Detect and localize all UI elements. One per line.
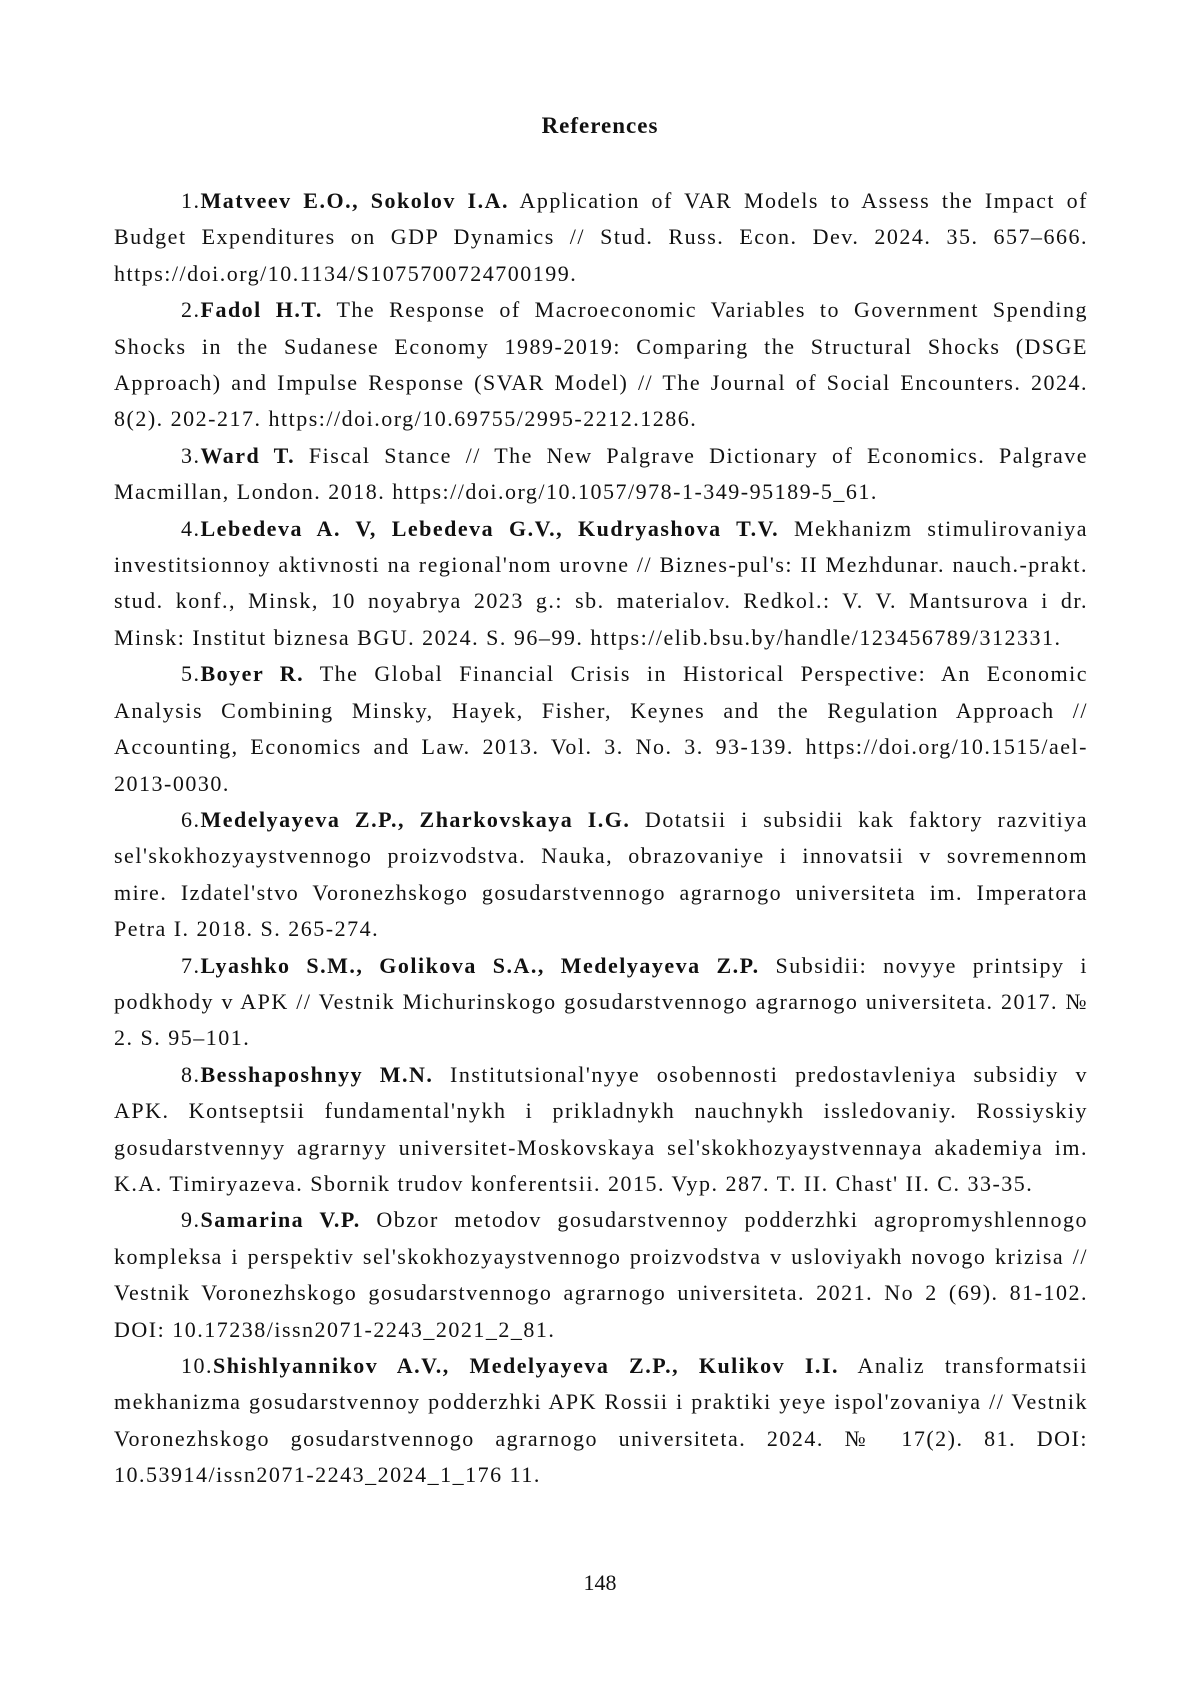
reference-number: 4.	[181, 515, 201, 541]
reference-number: 10.	[181, 1353, 213, 1378]
reference-authors: Samarina V.P.	[200, 1207, 361, 1233]
reference-text: Dotatsii i subsidii kak faktory razvitiya sel'skokhozyaystvennogo proizvodstva. Nauka, obrazovaniye i innovatsii v sovremennom mire. Izdatel'stvo Voronezhskogo gosudarstvennogo agrarnogo universiteta im. Imperatora Petra I. 2018. S. 265-274.	[114, 806, 1088, 942]
reference-item-10	[114, 1348, 1088, 1494]
reference-item-1	[114, 183, 1088, 292]
reference-number: 8.	[181, 1061, 201, 1087]
reference-item-8	[114, 1057, 1088, 1203]
reference-authors: Medelyayeva Z.P., Zharkovskaya I.G.	[200, 806, 631, 832]
reference-text: The Global Financial Crisis in Historical Perspective: An Economic Analysis Combining Minsky, Hayek, Fisher, Keynes and the Regulation Approach // Accounting, Economics and Law. 2013. Vol. 3. No. 3. 93-139. https://doi.org/10.1515/ael-2013-0030.	[114, 661, 1088, 796]
reference-number: 5.	[181, 661, 201, 687]
reference-number: 9.	[181, 1207, 201, 1233]
reference-authors: Matveev E.O., Sokolov I.A.	[200, 188, 510, 213]
reference-number: 7.	[181, 952, 201, 978]
reference-text: Mekhanizm stimulirovaniya investitsionnoy aktivnosti na regional'nom urovne // Biznes-pul's: II Mezhdunar. nauch.-prakt. stud. konf., Minsk, 10 noyabrya 2023 g.: sb. materialov. Redkol.: V. V. Mantsurova i dr. Minsk: Institut biznesa BGU. 2024. S. 96–99. https://elib.bsu.by/handle/123456789/312331.	[114, 515, 1088, 650]
reference-item-7	[114, 948, 1088, 1057]
reference-text: Institutsional'nyye osobennosti predostavleniya subsidiy v APK. Kontseptsii fundamental'nykh i prikladnykh nauchnykh issledovaniy. Rossiyskiy gosudarstvennyy agrarnyy universitet-Moskovskaya sel'skokhozyaystvennaya akademiya im. K.A. Timiryazeva. Sbornik trudov konferentsii. 2015. Vyp. 287. T. II. Chast' II. C. 33-35.	[114, 1061, 1089, 1196]
reference-list	[114, 183, 1088, 1494]
reference-item-2	[114, 292, 1088, 438]
reference-text: Fiscal Stance // The New Palgrave Dictionary of Economics. Palgrave Macmillan, London. 2018. https://doi.org/10.1057/978-1-349-95189-5_61.	[114, 442, 1089, 505]
reference-item-9	[114, 1202, 1088, 1348]
reference-item-3	[114, 438, 1088, 511]
reference-authors: Fadol H.T.	[200, 297, 323, 323]
reference-item-6	[114, 802, 1088, 948]
reference-text: The Response of Macroeconomic Variables to Government Spending Shocks in the Sudanese Economy 1989-2019: Comparing the Structural Shocks (DSGE Approach) and Impulse Response (SVAR Model) // The Journal of Social Encounters. 2024. 8(2). 202-217. https://doi.org/10.69755/2995-2212.1286.	[114, 297, 1088, 432]
reference-authors: Boyer R.	[200, 661, 305, 687]
reference-authors: Ward T.	[200, 442, 296, 468]
reference-authors: Shishlyannikov A.V., Medelyayeva Z.P., Kulikov I.I.	[213, 1353, 839, 1378]
reference-text: Application of VAR Models to Assess the Impact of Budget Expenditures on GDP Dynamics // Stud. Russ. Econ. Dev. 2024. 35. 657–666. https://doi.org/10.1134/S1075700724700199.	[114, 188, 1088, 286]
reference-text: Obzor metodov gosudarstvennoy podderzhki agropromyshlennogo kompleksa i perspektiv sel'skokhozyaystvennogo proizvodstva v usloviyakh novogo krizisa // Vestnik Voronezhskogo gosudarstvennogo agrarnogo universiteta. 2021. No 2 (69). 81-102. DOI: 10.17238/issn2071-2243_2021_2_81.	[114, 1207, 1088, 1342]
reference-number: 2.	[181, 297, 201, 323]
reference-number: 6.	[181, 806, 201, 832]
reference-number: 3.	[181, 442, 201, 468]
reference-number: 1.	[181, 188, 201, 213]
reference-item-5	[114, 656, 1088, 802]
reference-item-4	[114, 511, 1088, 657]
reference-authors: Lebedeva A. V, Lebedeva G.V., Kudryashova T.V.	[200, 515, 780, 541]
page-number: 148	[583, 1570, 617, 1595]
references-heading: References	[541, 113, 659, 138]
reference-text: Analiz transformatsii mekhanizma gosudarstvennoy podderzhki APK Rossii i praktiki yeye ispol'zovaniya // Vestnik Voronezhskogo gosudarstvennogo agrarnogo universiteta. 2024. № 17(2). 81. DOI: 10.53914/issn2071-2243_2024_1_176 11.	[114, 1353, 1089, 1488]
reference-authors: Besshaposhnyy M.N.	[200, 1061, 434, 1087]
reference-text: Subsidii: novyye printsipy i podkhody v APK // Vestnik Michurinskogo gosudarstvennogo agrarnogo universiteta. 2017. № 2. S. 95–101.	[114, 952, 1088, 1051]
reference-authors: Lyashko S.M., Golikova S.A., Medelyayeva Z.P.	[200, 952, 760, 978]
